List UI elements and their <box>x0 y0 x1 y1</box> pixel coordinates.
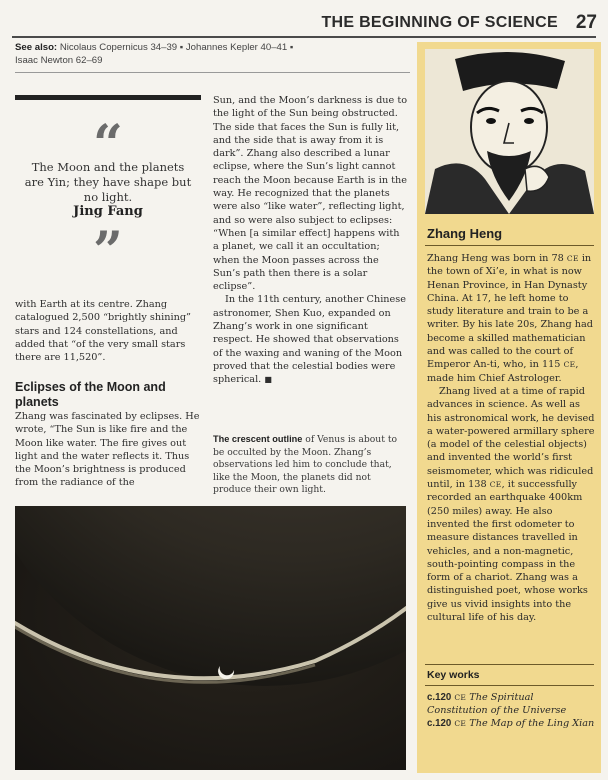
bio-text: in the town of Xi’e, in what is now Henan Province, in Han Dynasty China. At 17, he left home to study literature and train to be a writer. By his late 20s, Zhang had become a skilled mathematician and was called to the court of Emperor An-ti, who, in 115 <box>427 253 593 371</box>
see-also-rule <box>15 72 410 73</box>
biography-name: Zhang Heng <box>427 226 503 241</box>
see-also-refs-2: Isaac Newton 62–69 <box>15 55 103 66</box>
moon-crescent-image <box>15 506 406 770</box>
key-works-rule <box>425 664 594 665</box>
moon-venus-photo <box>15 506 406 770</box>
key-work-year: c.120 <box>427 692 452 703</box>
key-works-list <box>427 692 595 732</box>
body-paragraph <box>213 293 408 386</box>
key-work-title: The Map of the Ling Xian <box>469 718 595 729</box>
open-quote-icon: “ <box>93 114 123 175</box>
end-mark-icon: ■ <box>264 375 272 385</box>
biography-paragraph <box>427 252 595 385</box>
body-paragraph: with Earth at its centre. Zhang catalogued 2,500 “brightly shining” stars and 124 constellations, and added that “of the very small stars there are 11,520”. <box>15 299 191 364</box>
era-label: CE <box>454 719 467 728</box>
header-rule <box>12 36 596 38</box>
bio-text: , made him Chief Astrologer. <box>427 359 579 384</box>
photo-caption <box>213 433 408 497</box>
name-rule <box>425 245 594 246</box>
body-column-2 <box>213 94 408 387</box>
key-work-item <box>427 718 595 731</box>
close-quote-icon: ” <box>93 221 123 282</box>
body-paragraph: Sun, and the Moon’s darkness is due to the light of the Sun being obstructed. The side that faces the Sun is fully lit, and the side that is away from it is dark”. Zhang also described a lunar eclipse, where the Sun’s light cannot reach the Moon because Earth is in the way. He recognized that the planets were also “like water”, reflecting light, and so were also subject to eclipses: “When [a similar effect] happens with a planet, we call it an occultation; when the Moon passes across the Sun’s path then there is a solar eclipse”. <box>213 95 408 293</box>
running-header-title: THE BEGINNING OF SCIENCE <box>321 14 558 31</box>
era-label: CE <box>489 480 502 490</box>
zhang-heng-portrait <box>425 49 594 214</box>
era-label: CE <box>563 360 576 370</box>
key-work-year: c.120 <box>427 718 452 729</box>
bio-text: Zhang lived at a time of rapid advances in science. As well as his astronomical work, he devised a water-powered armillary sphere (a model of the celestial objects) and invented the world’s first seismometer, which was ridiculed until, in 138 <box>427 385 595 491</box>
quote-top-bar <box>15 95 201 100</box>
bio-text: , it successfully recorded an earthquake 400km (250 miles) away. He also invented the first odometer to measure distances travelled in vehicles, and a non-magnetic, south-pointing compass in the form of a chariot. Zhang was a distinguished poet, whose works give us vivid insights into the cultural life of his day. <box>427 479 588 624</box>
page-number: 27 <box>575 12 597 33</box>
pull-quote-author: Jing Fang <box>73 204 143 219</box>
era-label: CE <box>566 254 579 263</box>
key-works-rule-2 <box>425 685 594 686</box>
body-paragraph: Zhang was fascinated by eclipses. He wrote, “The Sun is like fire and the Moon like water. The fire gives out light and the water reflects it. Thus the Moon’s brightness is produced from the radiance of the <box>15 411 200 489</box>
biography-paragraph <box>427 385 595 624</box>
key-work-item <box>427 692 595 717</box>
section-heading: Eclipses of the Moon and planets <box>15 380 166 409</box>
key-works-heading: Key works <box>427 669 480 681</box>
see-also <box>15 41 410 67</box>
era-label: CE <box>454 693 467 702</box>
key-work-title: The Spiritual Constitution of the Universe <box>427 692 567 716</box>
body-paragraph-text: In the 11th century, another Chinese astronomer, Shen Kuo, expanded on Zhang’s work in one significant respect. He showed that observations of the waxing and waning of the Moon proved that the celestial bodies were spherical. <box>213 294 406 386</box>
see-also-label: See also: <box>15 42 58 53</box>
see-also-refs: Nicolaus Copernicus 34–39 ▪ Johannes Kepler 40–41 ▪ <box>59 42 294 53</box>
bio-text: Zhang Heng was born in 78 <box>427 253 564 264</box>
pull-quote-text: The Moon and the planets are Yin; they have shape but no light. <box>24 160 192 204</box>
caption-text: of Venus is about to be occulted by the Moon. Zhang’s observations led him to conclude that, like the Moon, the planets did not produce their own light. <box>213 434 398 495</box>
caption-lead: The crescent outline <box>213 434 303 444</box>
portrait-illustration <box>425 49 594 214</box>
biography-text <box>427 252 595 624</box>
